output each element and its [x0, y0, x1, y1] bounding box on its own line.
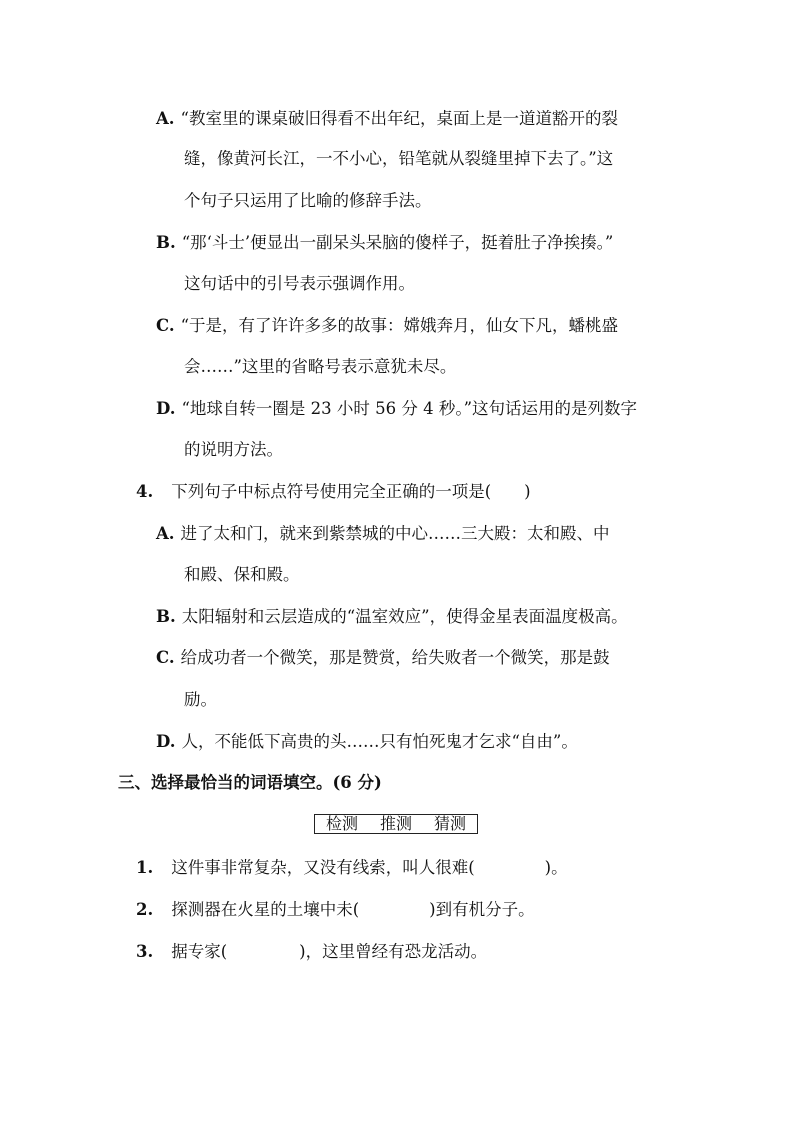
item-text-before: 据专家(: [171, 942, 228, 961]
q3-option-b-line2: 这句话中的引号表示强调作用。: [184, 274, 415, 293]
item-number: 3.: [136, 942, 154, 961]
option-text: “于是，有了许许多多的故事：嫦娥奔月，仙女下凡，蟠桃盛: [180, 316, 619, 335]
question-number: 4.: [136, 482, 154, 501]
q4-option-a-line2: 和殿、保和殿。: [184, 565, 300, 584]
q3-option-c-line2: 会……”这里的省略号表示意犹未尽。: [184, 357, 457, 376]
item-text-after: )。: [544, 858, 568, 877]
option-text: 人，不能低下高贵的头……只有怕死鬼才乞求“自由”。: [181, 732, 578, 751]
word-bank-item: 猜测: [433, 814, 466, 833]
q3-option-a-line1: [156, 108, 618, 130]
option-label: C.: [156, 648, 175, 667]
fill-item-2: [136, 899, 535, 921]
q3-option-d-line1: [156, 398, 637, 420]
item-number: 2.: [136, 900, 154, 919]
word-bank-item: 检测: [325, 814, 358, 833]
word-bank-item: 推测: [379, 814, 412, 833]
q3-option-c-line1: [156, 315, 618, 337]
option-label: D.: [156, 732, 176, 751]
fill-item-1: [136, 857, 568, 879]
option-text: 太阳辐射和云层造成的“温室效应”，使得金星表面温度极高。: [181, 607, 628, 626]
q4-option-c-line1: [156, 647, 610, 669]
option-text: “那‘斗士’便显出一副呆头呆脑的傻样子，挺着肚子净挨揍。”: [181, 233, 614, 252]
option-label: D.: [156, 399, 176, 418]
option-label: C.: [156, 316, 175, 335]
item-number: 1.: [136, 858, 154, 877]
question-text: 下列句子中标点符号使用完全正确的一项是( ): [171, 482, 531, 501]
item-text-before: 这件事非常复杂，又没有线索，叫人很难(: [171, 858, 475, 877]
q4-option-c-line2: 励。: [184, 690, 217, 709]
option-label: A.: [156, 109, 175, 128]
item-text-after: )到有机分子。: [429, 900, 535, 919]
option-label: B.: [156, 233, 176, 252]
q4-stem: [136, 481, 531, 503]
q4-option-b-line1: [156, 606, 628, 628]
option-label: B.: [156, 607, 176, 626]
option-text: 给成功者一个微笑，那是赞赏，给失败者一个微笑，那是鼓: [180, 648, 610, 667]
item-text-after: )，这里曾经有恐龙活动。: [299, 942, 488, 961]
item-text-before: 探测器在火星的土壤中未(: [171, 900, 360, 919]
q3-option-a-line3: 个句子只运用了比喻的修辞手法。: [184, 191, 432, 210]
option-text: “地球自转一圈是 23 小时 56 分 4 秒。”这句话运用的是列数字: [181, 399, 638, 418]
word-bank-box: [314, 814, 478, 834]
option-text: “教室里的课桌破旧得看不出年纪，桌面上是一道道豁开的裂: [180, 109, 618, 128]
option-label: A.: [156, 524, 175, 543]
q4-option-d-line1: [156, 731, 578, 753]
section-three-title: 三、选择最恰当的词语填空。(6 分): [118, 773, 382, 792]
fill-item-3: [136, 941, 487, 963]
q3-option-b-line1: [156, 232, 613, 254]
q3-option-d-line2: 的说明方法。: [184, 440, 283, 459]
q4-option-a-line1: [156, 523, 610, 545]
q3-option-a-line2: 缝，像黄河长江，一不小心，铅笔就从裂缝里掉下去了。”这: [184, 149, 614, 168]
option-text: 进了太和门，就来到紫禁城的中心……三大殿：太和殿、中: [180, 524, 610, 543]
